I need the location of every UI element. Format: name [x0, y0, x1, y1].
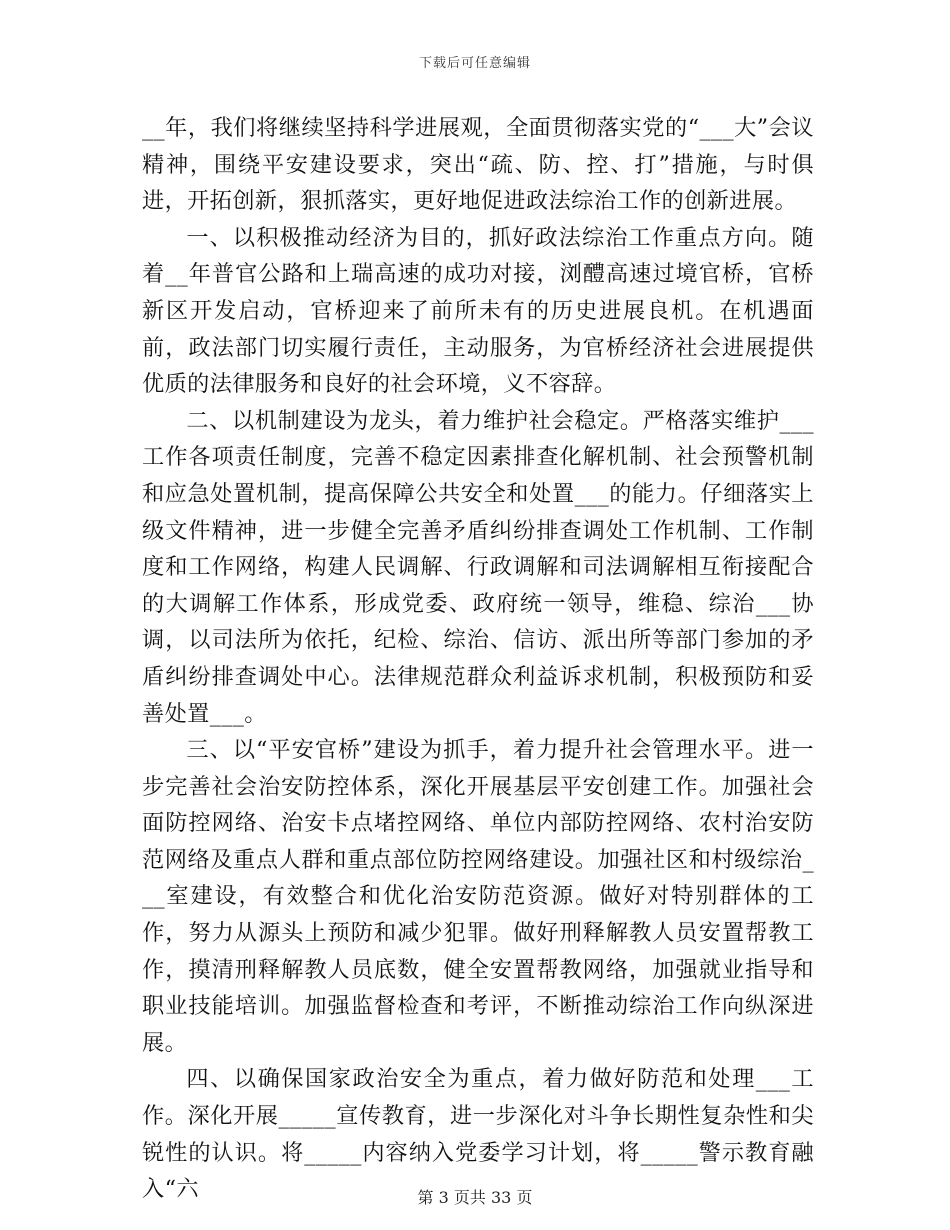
paragraph-section-3: 三、以“平安官桥”建设为抓手，着力提升社会管理水平。进一步完善社会治安防控体系，深化开展基层平安创建工作。加强社会面防控网络、治安卡点堵控网络、单位内部防控网络、农村治安防范网络及重点人群和重点部位防控网络建设。加强社区和村级综治___室建设，有效整合和优化治安防范资源。做好对特别群体的工作，努力从源头上预防和减少犯罪。做好刑释解教人员安置帮教工作，摸清刑释解教人员底数，健全安置帮教网络，加强就业指导和职业技能培训。加强监督检查和考评，不断推动综治工作向纵深进展。	[142, 737, 814, 1056]
paragraph-section-4: 四、以确保国家政治安全为重点，着力做好防范和处理___工作。深化开展_____宣传教育，进一步深化对斗争长期性复杂性和尖锐性的认识。将_____内容纳入党委学习计划，将_____警示教育融入“六	[142, 1066, 814, 1203]
paragraph-section-2: 二、以机制建设为龙头，着力维护社会稳定。严格落实维护___工作各项责任制度，完善不稳定因素排查化解机制、社会预警机制和应急处置机制，提高保障公共安全和处置___的能力。仔细落实上级文件精神，进一步健全完善矛盾纠纷排查调处工作机制、工作制度和工作网络，构建人民调解、行政调解和司法调解相互衔接配合的大调解工作体系，形成党委、政府统一领导，维稳、综治___协调，以司法所为依托，纪检、综治、信访、派出所等部门参加的矛盾纠纷排查调处中心。法律规范群众利益诉求机制，积极预防和妥善处置___。	[142, 407, 814, 727]
page-header-note: 下载后可任意编辑	[418, 56, 531, 71]
paragraph-intro: __年，我们将继续坚持科学进展观，全面贯彻落实党的“___大”会议精神，围绕平安建设要求，突出“疏、防、控、打”措施，与时俱进，开拓创新，狠抓落实，更好地促进政法综治工作的创新进展。	[142, 115, 814, 215]
document-body	[142, 110, 814, 1208]
paragraph-section-1: 一、以积极推动经济为目的，抓好政法综治工作重点方向。随着__年普官公路和上瑞高速的成功对接，浏醴高速过境官桥，官桥新区开发启动，官桥迎来了前所未有的历史进展良机。在机遇面前，政法部门切实履行责任，主动服务，为官桥经济社会进展提供优质的法律服务和良好的社会环境，义不容辞。	[142, 224, 814, 398]
page-number-footer: 第 3 页共 33 页	[417, 1188, 533, 1207]
